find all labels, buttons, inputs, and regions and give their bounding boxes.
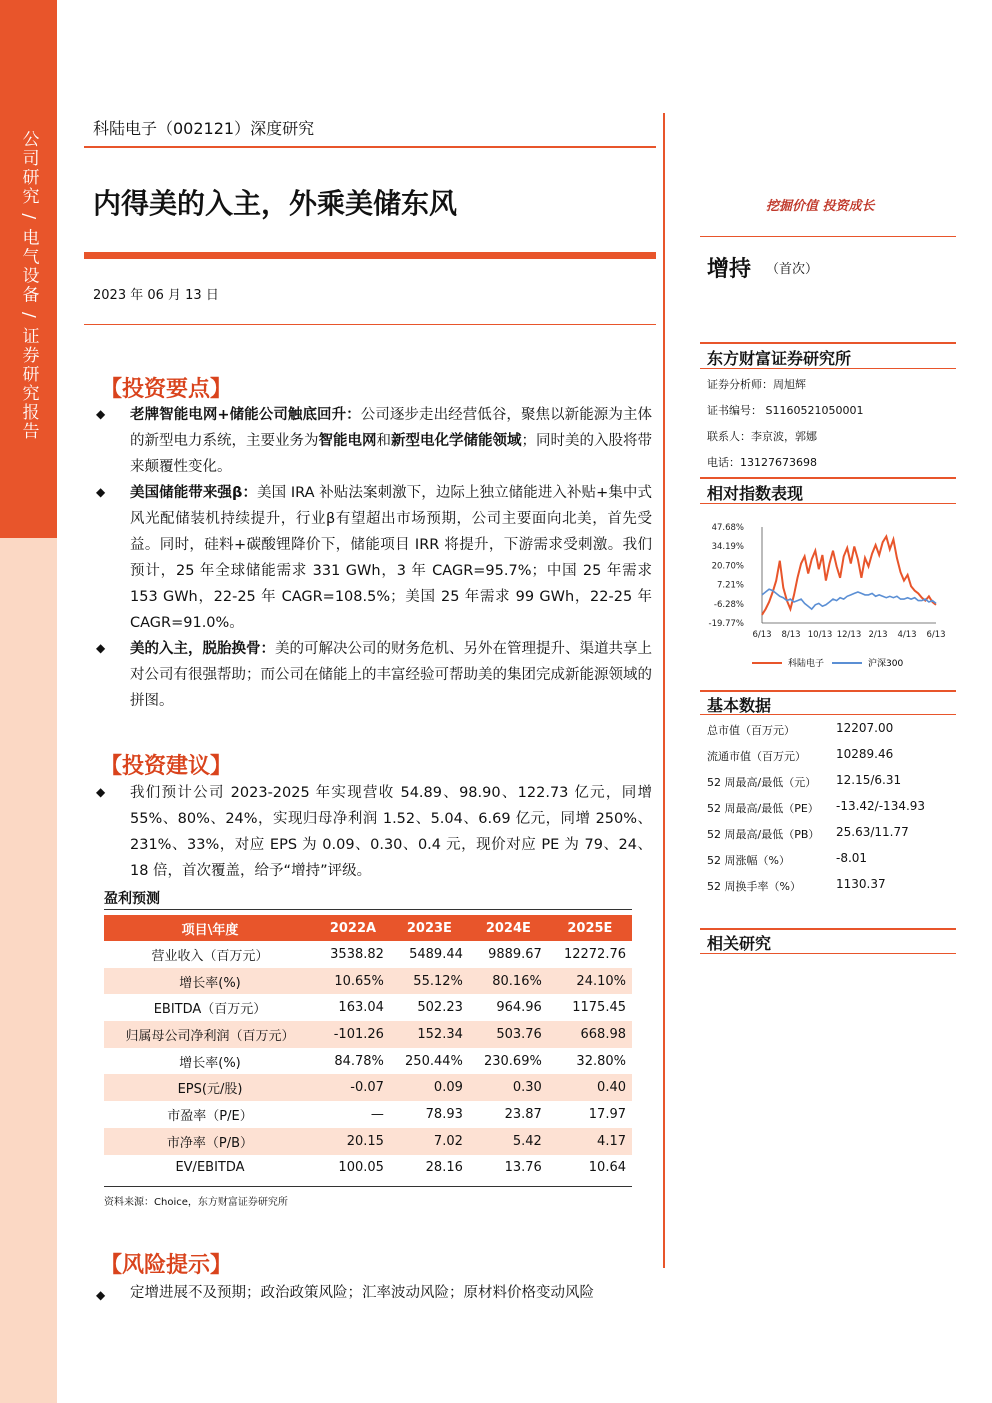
basic-label: 52 周涨幅（%） (707, 854, 790, 867)
report-date: 2023 年 06 月 13 日 (93, 288, 219, 303)
table-cell: 3538.82 (316, 941, 390, 968)
legend-stock: 科陆电子 (788, 659, 825, 669)
forecast-rule-bottom (104, 1186, 632, 1187)
diamond-bullet-icon: ◆ (96, 785, 106, 799)
related-rule (700, 928, 956, 930)
table-row (104, 1021, 632, 1048)
diamond-bullet-icon: ◆ (96, 641, 106, 655)
rating-note: （首次） (766, 262, 819, 277)
table-cell: 80.16% (469, 968, 548, 995)
headline-bar (84, 252, 656, 259)
analyst: 证券分析师：周旭辉 (707, 378, 806, 391)
table-cell: 9889.67 (469, 941, 548, 968)
row-label: 归属母公司净利润（百万元） (104, 1021, 316, 1048)
rating-rule-top (700, 236, 956, 237)
table-cell: 28.16 (390, 1155, 469, 1182)
diamond-bullet-icon: ◆ (96, 485, 106, 499)
table-cell: 230.69% (469, 1048, 548, 1075)
table-cell: 7.02 (390, 1128, 469, 1155)
basic-label: 52 周最高/最低（PE） (707, 802, 819, 815)
legend-index: 沪深300 (868, 659, 904, 669)
table-cell: 55.12% (390, 968, 469, 995)
index-rule-bottom (700, 503, 956, 504)
basic-rule-bottom (700, 714, 956, 715)
sidebar-category: 公司研究 / 电气设备 / 证券研究报告 (18, 130, 39, 442)
table-cell: 10.64 (548, 1155, 632, 1182)
table-cell: 13.76 (469, 1155, 548, 1182)
phone: 电话：13127673698 (707, 456, 817, 469)
table-cell: 23.87 (469, 1101, 548, 1128)
table-cell: — (316, 1101, 390, 1128)
basic-label: 52 周换手率（%） (707, 880, 801, 893)
table-cell: 503.76 (469, 1021, 548, 1048)
table-cell: 10.65% (316, 968, 390, 995)
row-label: 市净率（P/B） (104, 1128, 316, 1155)
y-tick-label: -19.77% (708, 619, 744, 629)
basic-label: 52 周最高/最低（PB） (707, 828, 820, 841)
x-tick-label: 6/13 (926, 630, 946, 640)
table-row (104, 1155, 632, 1182)
basic-data-title: 基本数据 (707, 696, 772, 715)
basic-rule (700, 690, 956, 692)
table-cell: 152.34 (390, 1021, 469, 1048)
y-tick-label: 34.19% (711, 542, 744, 553)
table-cell: 100.05 (316, 1155, 390, 1182)
table-cell: 17.97 (548, 1101, 632, 1128)
row-label: 市盈率（P/E） (104, 1101, 316, 1128)
row-label: 增长率(%) (104, 968, 316, 995)
table-cell: 668.98 (548, 1021, 632, 1048)
x-tick-label: 2/13 (868, 630, 888, 640)
y-tick-label: 20.70% (711, 561, 744, 572)
table-header: 2025E (548, 915, 632, 941)
basic-value: -13.42/-134.93 (836, 799, 926, 813)
x-tick-label: 8/13 (781, 630, 801, 640)
table-cell: 0.09 (390, 1074, 469, 1101)
report-title: 科陆电子（002121）深度研究 (93, 119, 315, 138)
x-tick-label: 10/13 (807, 630, 833, 640)
basic-label: 52 周最高/最低（元） (707, 776, 817, 789)
table-header: 2022A (316, 915, 390, 941)
table-row (104, 1048, 632, 1075)
row-label: 营业收入（百万元） (104, 941, 316, 968)
basic-value: 12.15/6.31 (836, 773, 902, 787)
relative-index-chart (700, 515, 956, 675)
basic-value: 25.63/11.77 (836, 825, 909, 839)
sidebar-band-light (0, 538, 57, 1403)
table-cell: 12272.76 (548, 941, 632, 968)
institute-name: 东方财富证券研究所 (707, 349, 852, 368)
title-rule (84, 146, 656, 148)
table-header-row (104, 915, 632, 941)
diamond-bullet-icon: ◆ (96, 407, 106, 421)
table-cell: 24.10% (548, 968, 632, 995)
table-cell: 78.93 (390, 1101, 469, 1128)
column-divider (663, 113, 665, 1268)
point-2: 美国储能带来强β：美国 IRA 补贴法案刺激下，边际上独立储能进入补贴+集中式风光配储装机持续提升，行业β有望超出市场预期，公司主要面向北美，首先受益。同时，硅料+碳酸锂降价下，储能项目 IRR 将提升，下游需求受刺激。我们预计，25 年全球储能需求 331 GWh，3 年 CAGR=95.7%；中国 25 年需求 153 GWh，22-25 年 CAGR=108.5%；美国 25 年需求 99 GWh，22-25 年 CAGR=91.0%。 (130, 485, 652, 631)
table-row (104, 941, 632, 968)
table-cell: -0.07 (316, 1074, 390, 1101)
table-row (104, 994, 632, 1021)
table-cell: -101.26 (316, 1021, 390, 1048)
basic-value: 10289.46 (836, 747, 894, 761)
table-row (104, 1128, 632, 1155)
y-tick-label: 47.68% (711, 523, 744, 533)
basic-value: -8.01 (836, 851, 868, 865)
point-3: 美的入主，脱胎换骨：美的可解决公司的财务危机、另外在管理提升、渠道共享上对公司有很强帮助；而公司在储能上的丰富经验可帮助美的集团完成新能源领域的拼图。 (130, 641, 652, 709)
table-cell: 4.17 (548, 1128, 632, 1155)
table-cell: 0.40 (548, 1074, 632, 1101)
invest-advice-heading: 【投资建议】 (100, 754, 233, 779)
table-cell: 5.42 (469, 1128, 548, 1155)
x-tick-label: 12/13 (836, 630, 862, 640)
table-row (104, 1101, 632, 1128)
table-cell: 964.96 (469, 994, 548, 1021)
date-rule (84, 324, 656, 325)
table-cell: 1175.45 (548, 994, 632, 1021)
rating: 增持 (707, 257, 752, 282)
diamond-bullet-icon: ◆ (96, 1288, 106, 1302)
row-label: EBITDA（百万元） (104, 994, 316, 1021)
table-cell: 84.78% (316, 1048, 390, 1075)
table-cell: 250.44% (390, 1048, 469, 1075)
index-rule (700, 477, 956, 479)
table-header: 2023E (390, 915, 469, 941)
row-label: EV/EBITDA (104, 1155, 316, 1182)
forecast-title: 盈利预测 (104, 891, 160, 907)
row-label: EPS(元/股) (104, 1074, 316, 1101)
advice-text: 我们预计公司 2023-2025 年实现营收 54.89、98.90、122.73 亿元，同增 55%、80%、24%，实现归母净利润 1.52、5.04、6.69 亿元，同增 250%、231%、33%，对应 EPS 为 0.09、0.30、0.4 元，现价对应 PE 为 79、24、18 倍，首次覆盖，给予“增持”评级。 (130, 785, 652, 879)
institute-rule-bottom (700, 368, 956, 369)
table-header: 项目\年度 (104, 915, 316, 941)
table-cell: 502.23 (390, 994, 469, 1021)
table-header: 2024E (469, 915, 548, 941)
table-cell: 5489.44 (390, 941, 469, 968)
slogan: 挖掘价值 投资成长 (766, 199, 875, 214)
forecast-table (104, 915, 632, 1181)
y-tick-label: 7.21% (716, 580, 744, 591)
x-tick-label: 6/13 (752, 630, 772, 640)
page-title: 内得美的入主，外乘美储东风 (93, 187, 458, 220)
invest-points-heading: 【投资要点】 (100, 377, 233, 402)
basic-label: 总市值（百万元） (707, 724, 795, 737)
related-research-title: 相关研究 (707, 934, 772, 953)
basic-value: 1130.37 (836, 877, 886, 891)
table-row (104, 1074, 632, 1101)
risk-text: 定增进展不及预期；政治政策风险；汇率波动风险；原材料价格变动风险 (130, 1285, 594, 1301)
y-tick-label: -6.28% (713, 599, 744, 610)
x-tick-label: 4/13 (897, 630, 917, 640)
risk-heading: 【风险提示】 (100, 1253, 233, 1278)
basic-value: 12207.00 (836, 721, 894, 735)
table-cell: 20.15 (316, 1128, 390, 1155)
table-cell: 0.30 (469, 1074, 548, 1101)
stock-series-line (762, 537, 936, 615)
institute-rule (700, 342, 956, 344)
table-cell: 163.04 (316, 994, 390, 1021)
contact: 联系人：李京波，郭娜 (707, 430, 817, 443)
table-row (104, 968, 632, 995)
forecast-rule-top (104, 909, 632, 910)
cert-number: 证书编号： S1160521050001 (707, 404, 864, 417)
table-cell: 32.80% (548, 1048, 632, 1075)
index-title: 相对指数表现 (707, 484, 804, 503)
basic-label: 流通市值（百万元） (707, 750, 806, 763)
point-1: 老牌智能电网+储能公司触底回升：公司逐步走出经营低谷，聚焦以新能源为主体的新型电力系统，主要业务为智能电网和新型电化学储能领域；同时美的入股将带来颠覆性变化。 (130, 407, 653, 475)
row-label: 增长率(%) (104, 1048, 316, 1075)
related-rule-bottom (700, 953, 956, 954)
forecast-source: 资料来源：Choice，东方财富证券研究所 (104, 1197, 288, 1208)
